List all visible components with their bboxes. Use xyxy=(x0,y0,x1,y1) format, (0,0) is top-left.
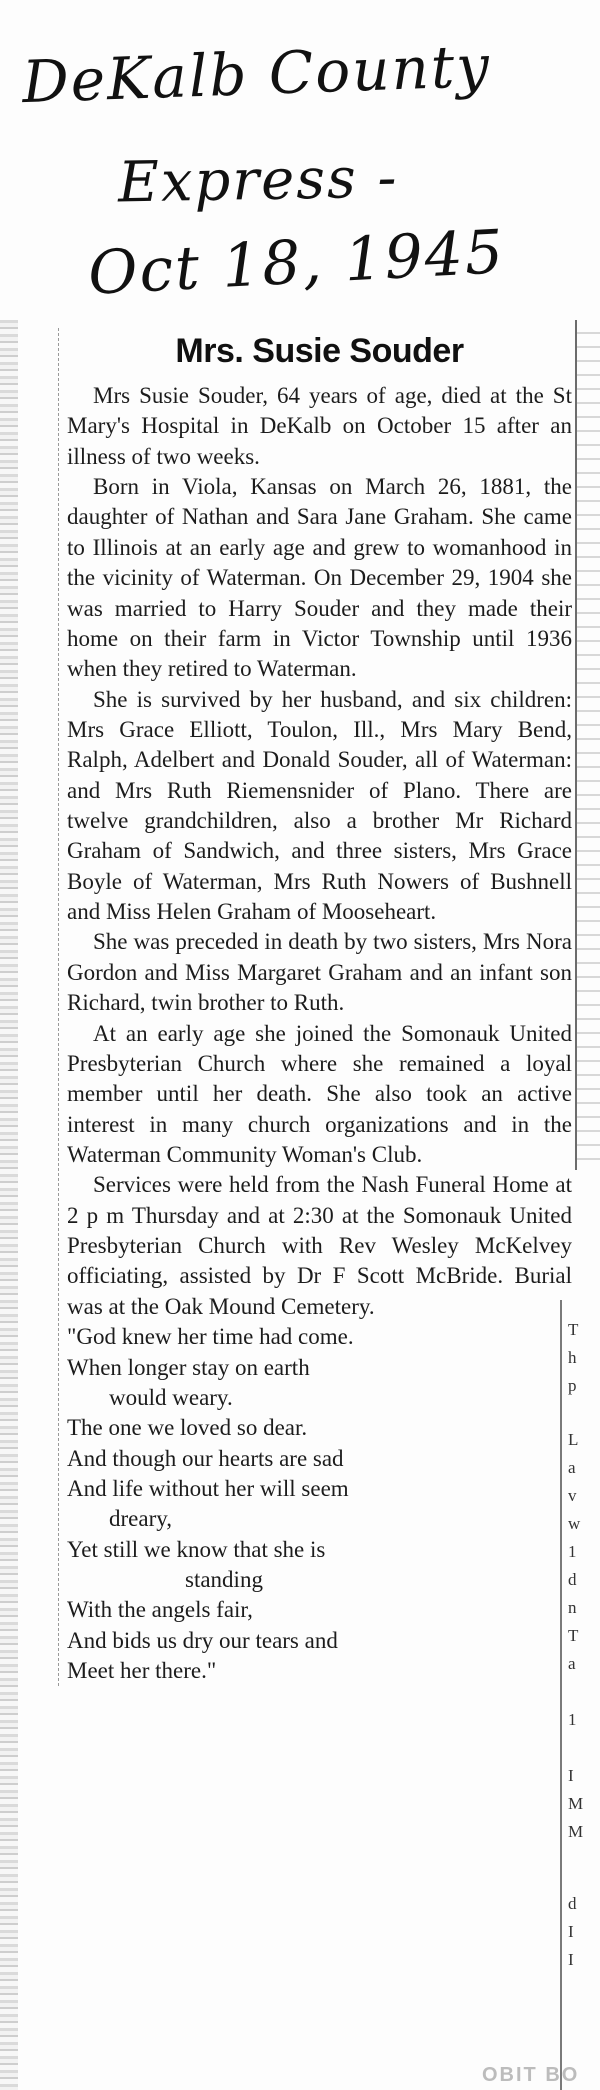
poem-line: "God knew her time had come. xyxy=(67,1324,354,1350)
neighbor-fragment: T xyxy=(568,1320,579,1339)
neighbor-fragment: d xyxy=(568,1894,577,1913)
article-paragraph: She is survived by her husband, and six children: Mrs Grace Elliott, Toulon, Ill., Mrs Mary Bend, Ralph, Adelbert and Donald Souder, all of Waterman: and Mrs Ruth Riemensnider of Plano. There are twelve grandchildren, also a brother Mr Richard Graham of Sandwich, and three sisters, Mrs Grace Boyle of Waterman, Mrs Ruth Nowers of Bushnell and Miss Helen Graham of Mooseheart. xyxy=(67,686,572,925)
neighbor-fragment: h xyxy=(568,1348,577,1367)
torn-left-edge xyxy=(0,320,18,2090)
article-paragraph: She was preceded in death by two sisters, Mrs Nora Gordon and Miss Margaret Graham and an infant son Richard, twin brother to Ruth. xyxy=(67,929,572,1016)
neighbor-fragment: d xyxy=(568,1570,577,1589)
neighbor-fragment: a xyxy=(568,1654,576,1673)
neighbor-fragment: I xyxy=(568,1922,574,1941)
neighbor-fragment: T xyxy=(568,1626,579,1645)
neighbor-fragment: 1 xyxy=(568,1542,577,1561)
neighbor-fragment: a xyxy=(568,1458,576,1477)
poem-line: With the angels fair, xyxy=(67,1597,253,1623)
poem-line: When longer stay on earth xyxy=(67,1354,310,1380)
article-paragraph: Born in Viola, Kansas on March 26, 1881, the daughter of Nathan and Sara Jane Graham. She came to Illinois at an early age and grew to womanhood in the vicinity of Waterman. On December 29, 1904 she was married to Harry Souder and they made their home on their farm in Victor Township until 1936 when they retired to Waterman. xyxy=(67,474,572,682)
poem-line: And bids us dry our tears and xyxy=(67,1627,338,1653)
article-paragraph: Mrs Susie Souder, 64 years of age, died at the St Mary's Hospital in DeKalb on October 15 after an illness of two weeks. xyxy=(67,383,572,469)
poem-line: standing xyxy=(185,1567,263,1593)
obituary-article xyxy=(58,328,572,1686)
article-paragraph: Services were held from the Nash Funeral Home at 2 p m Thursday and at 2:30 at the Somonauk United Presbyterian Church with Rev Wesley McKelvey officiating, assisted by Dr F Scott McBride. Burial was at the Oak Mound Cemetery. xyxy=(67,1172,572,1319)
neighbor-fragment: w xyxy=(568,1514,581,1533)
neighbor-clipping-top xyxy=(575,320,600,1170)
poem-line: dreary, xyxy=(109,1506,172,1532)
poem-line: The one we loved so dear. xyxy=(67,1415,308,1441)
neighbor-fragment: n xyxy=(568,1598,577,1617)
article-title: Mrs. Susie Souder xyxy=(175,332,464,370)
memorial-poem xyxy=(67,1322,572,1686)
neighbor-fragment: L xyxy=(568,1430,579,1449)
neighbor-fragment: M xyxy=(568,1794,584,1813)
poem-line: Yet still we know that she is xyxy=(67,1536,326,1562)
handwritten-publication: Express - xyxy=(117,145,399,216)
neighbor-fragment: 1 xyxy=(568,1710,577,1729)
handwritten-header xyxy=(0,0,600,310)
neighbor-fragment: I xyxy=(568,1950,574,1969)
poem-line: Meet her there." xyxy=(67,1658,217,1684)
handwritten-date: Oct 18, 1945 xyxy=(86,217,507,309)
obit-stamp: OBIT BO xyxy=(482,2064,580,2086)
handwritten-source: DeKalb County xyxy=(20,31,492,117)
neighbor-fragment: p xyxy=(568,1376,577,1395)
neighbor-fragment: I xyxy=(568,1766,574,1785)
poem-line: And though our hearts are sad xyxy=(67,1445,344,1471)
neighbor-fragment: M xyxy=(568,1822,584,1841)
poem-line: And life without her will seem xyxy=(67,1475,349,1501)
article-paragraph: At an early age she joined the Somonauk United Presbyterian Church where she remained a loyal member until her death. She also took an active interest in many church organizations and in the Waterman Community Woman's Club. xyxy=(67,1020,572,1167)
poem-line: would weary. xyxy=(109,1384,233,1410)
neighbor-fragment: v xyxy=(568,1486,577,1505)
